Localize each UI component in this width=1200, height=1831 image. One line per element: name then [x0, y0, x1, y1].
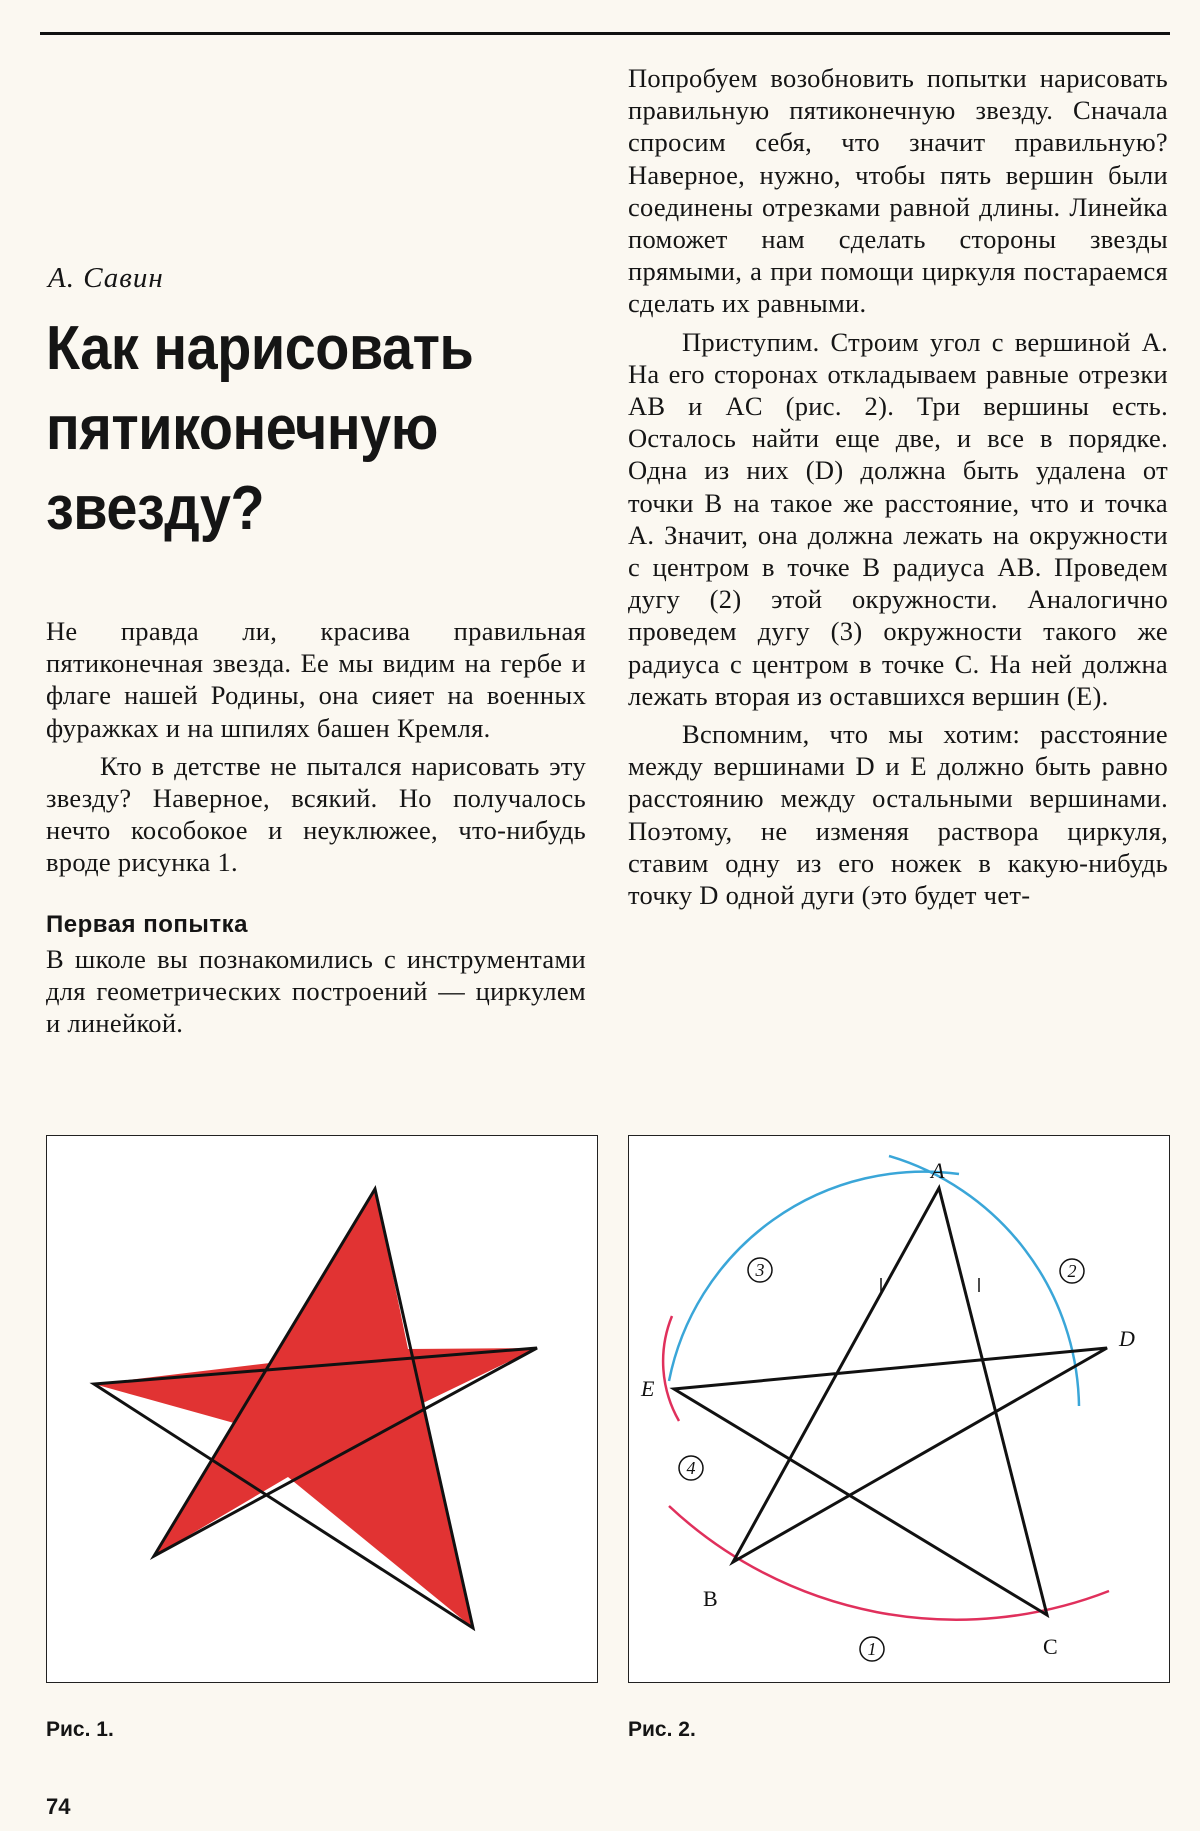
tools-paragraph: В школе вы познакомились с инструментами для геометрических построений — циркулем и линейкой.	[46, 943, 586, 1039]
right-paragraph-3: Вспомним, что мы хотим: расстояние между вершинами D и E должно быть равно расстоянию между остальными вершинами. Поэтому, не изменяя раствора циркуля, ставим одну из его ножек в какую-нибудь точку D одной дуги (это будет чет-	[628, 719, 1168, 911]
childhood-paragraph: Кто в детстве не пытался нарисовать эту звезду? Наверное, всякий. Но получалось нечто кособокое и неуклюжее, что-нибудь вроде рисунка 1.	[46, 750, 586, 878]
intro-paragraph: Не правда ли, красива правильная пятиконечная звезда. Ее мы видим на гербе и флаге нашей Родины, она сияет на военных фуражках и на шпилях башен Кремля.	[46, 616, 586, 743]
svg-text:2: 2	[1067, 1261, 1077, 1281]
figure-1-caption: Рис. 1.	[46, 1718, 114, 1741]
svg-text:3: 3	[755, 1260, 765, 1280]
arc-3-blue	[669, 1172, 959, 1381]
left-column	[46, 262, 586, 1039]
arc-number-2	[1060, 1259, 1084, 1283]
right-paragraph-2: Приступим. Строим угол с вершиной A. На его сторонах откладываем равные отрезки AB и AC (рис. 2). Три вершины есть. Осталось найти еще две, и все в порядке. Одна из них (D) должна быть удалена от точки B на такое же расстояние, что и точка A. Значит, она должна лежать на окружности с центром в точке B радиуса AB. Проведем дугу (2) этой окружности. Аналогично проведем дугу (3) окружности такого же радиуса с центром в точке C. На ней должна лежать вторая из оставшихся вершин (E).	[628, 326, 1168, 711]
vertex-label-c: C	[1043, 1634, 1058, 1659]
figure-2-drawing	[629, 1136, 1169, 1682]
vertex-label-d: D	[1119, 1326, 1135, 1351]
author-name: А. Савин	[48, 262, 164, 294]
regular-star-lines	[674, 1188, 1107, 1615]
svg-text:4: 4	[686, 1458, 696, 1478]
section-heading: Первая попытка	[46, 910, 248, 938]
title-line-3: звезду?	[46, 474, 265, 543]
svg-text:1: 1	[867, 1639, 877, 1659]
title-line-2: пятиконечную	[46, 394, 438, 463]
arc-number-1	[860, 1637, 884, 1661]
figure-2-caption: Рис. 2.	[628, 1718, 696, 1741]
article-title	[46, 309, 532, 549]
vertex-label-e: E	[641, 1376, 655, 1401]
page-number: 74	[46, 1794, 71, 1819]
top-rule	[40, 32, 1170, 35]
arc-number-3	[748, 1258, 772, 1282]
title-line-1: Как нарисовать	[46, 314, 474, 383]
figure-1-drawing	[47, 1136, 597, 1682]
figure-1-frame	[46, 1135, 598, 1683]
vertex-label-a: A	[931, 1158, 945, 1183]
lopsided-red-star	[94, 1189, 537, 1628]
arc-number-4	[679, 1456, 703, 1480]
right-paragraph-1: Попробуем возобновить попытки нарисовать правильную пятиконечную звезду. Сначала спросим себя, что значит правильную? Наверное, нужно, чтобы пять вершин были соединены отрезками равной длины. Линейка поможет нам сделать стороны звезды прямыми, а при помощи циркуля постараемся сделать их равными.	[628, 63, 1168, 319]
right-column	[628, 62, 1168, 911]
figure-2-frame	[628, 1135, 1170, 1683]
vertex-label-b: B	[703, 1586, 718, 1611]
